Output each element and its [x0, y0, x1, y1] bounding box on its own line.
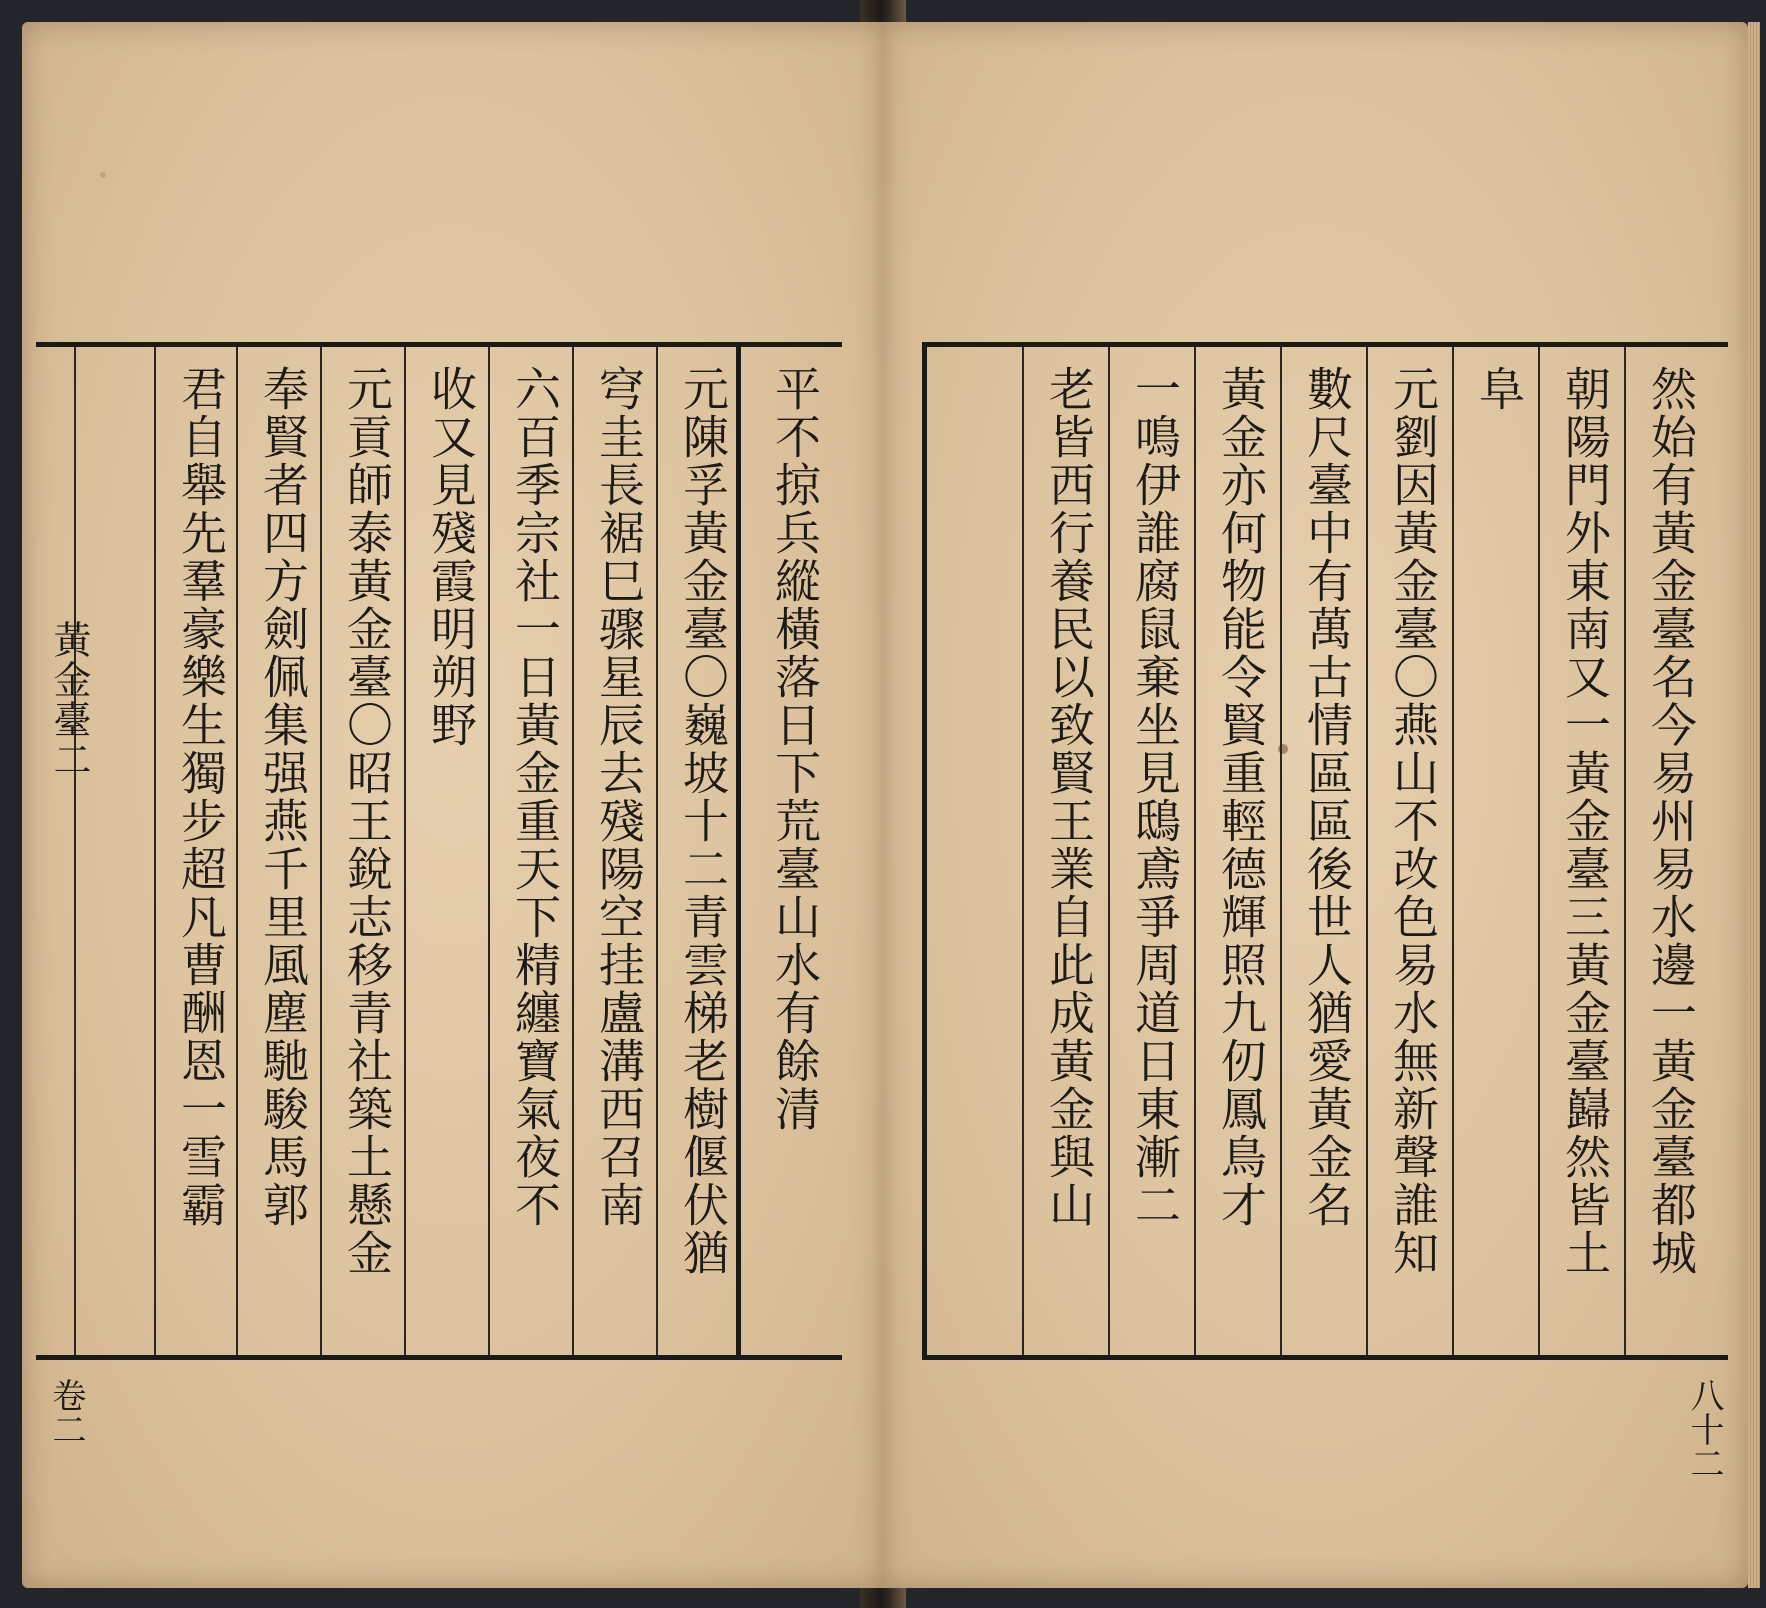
margin-book-title: 黃金臺二 [47, 620, 91, 780]
paper-stain [100, 172, 106, 178]
text-column: 平不掠兵縱橫落日下荒臺山水有餘清 [768, 365, 822, 1133]
right-page-frame [922, 342, 1728, 1360]
column-rule [488, 347, 490, 1355]
text-column: 然始有黃金臺名今易州易水邊一黃金臺都城 [1644, 365, 1698, 1277]
column-rule [1452, 347, 1454, 1355]
column-rule [572, 347, 574, 1355]
text-column: 數尺臺中有萬古情區區後世人猶愛黃金名 [1300, 365, 1354, 1229]
text-column: 一鳴伊誰腐鼠棄坐見鴟鳶爭周道日東漸二 [1128, 365, 1182, 1229]
column-rule-inner [736, 347, 741, 1355]
text-column: 元劉因黃金臺〇燕山不改色易水無新聲誰知 [1386, 365, 1440, 1277]
column-rule [1366, 347, 1368, 1355]
text-column: 元貢師泰黃金臺〇昭王銳志移青社築土懸金 [340, 365, 394, 1277]
text-column: 君自舉先羣豪樂生獨步超凡曹酬恩一雪霸 [174, 365, 228, 1229]
left-page-frame [36, 342, 842, 1360]
folio-number: 八十二 [1684, 1378, 1724, 1480]
column-rule [154, 347, 156, 1355]
juan-label: 卷二 [46, 1378, 86, 1446]
column-rule [1280, 347, 1282, 1355]
column-rule [74, 347, 76, 1355]
column-rule [1194, 347, 1196, 1355]
column-rule [1624, 347, 1626, 1355]
text-column: 收又見殘霞明朔野 [424, 365, 478, 749]
column-rule [404, 347, 406, 1355]
text-column: 元陳孚黃金臺〇巍坡十二青雲梯老樹偃伏猶 [676, 365, 730, 1277]
text-column: 六百季宗社一日黃金重天下精纏寶氣夜不 [508, 365, 562, 1229]
column-rule [236, 347, 238, 1355]
text-column: 黃金亦何物能令賢重輕德輝照九仞鳳鳥才 [1214, 365, 1268, 1229]
column-rule [656, 347, 658, 1355]
page-edge [1748, 22, 1760, 1588]
text-column: 穹圭長裾巳骤星辰去殘陽空挂盧溝西召南 [592, 365, 646, 1229]
column-rule [1108, 347, 1110, 1355]
column-rule [320, 347, 322, 1355]
text-column: 老皆西行養民以致賢王業自此成黃金與山 [1042, 365, 1096, 1229]
column-rule [1538, 347, 1540, 1355]
text-column: 阜 [1472, 365, 1526, 413]
text-column: 朝陽門外東南又一黃金臺三黃金臺巋然皆土 [1558, 365, 1612, 1277]
column-rule-outer [922, 347, 927, 1355]
text-column: 奉賢者四方劍佩集强燕千里風塵馳駿馬郭 [256, 365, 310, 1229]
column-rule [1022, 347, 1024, 1355]
